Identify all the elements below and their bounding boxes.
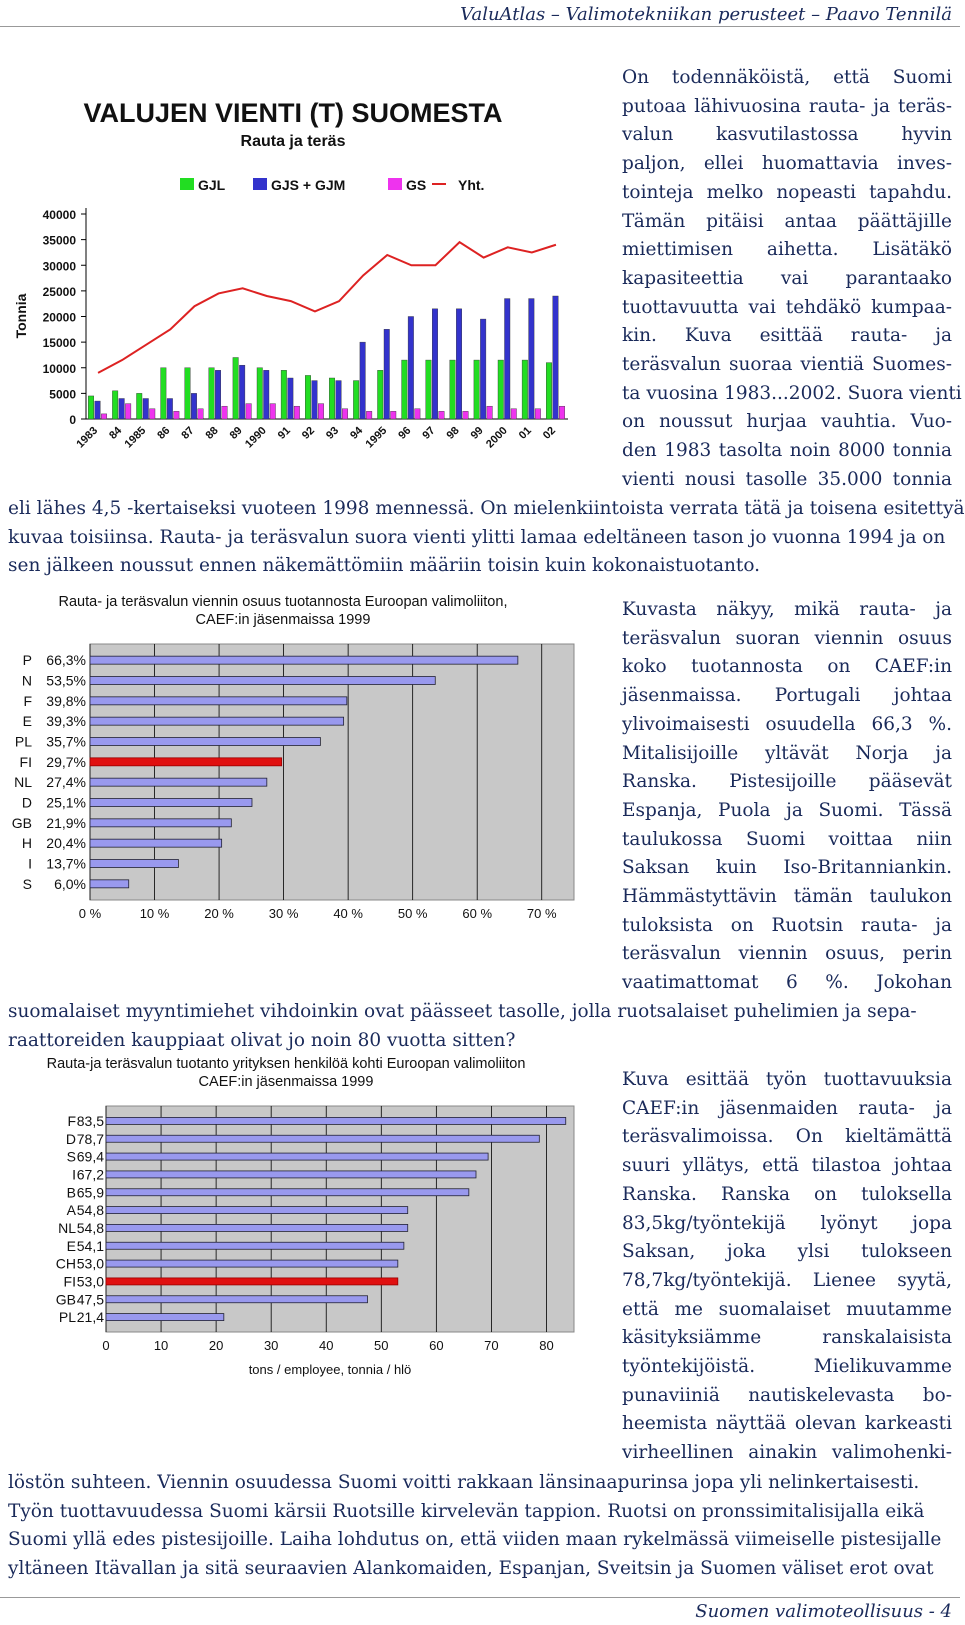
bar bbox=[522, 360, 528, 419]
text-line: kin. Kuva esittää rauta- ja bbox=[622, 325, 952, 347]
value-label: 54,8 bbox=[76, 1219, 104, 1236]
x-tick-label: 30 bbox=[263, 1338, 279, 1353]
text-line: Kuva esittää työn tuottavuuksia bbox=[622, 1069, 952, 1090]
bar bbox=[270, 404, 276, 419]
text-line: Ranska. Ranska on tuloksella bbox=[622, 1183, 952, 1205]
bar bbox=[384, 329, 390, 419]
bar bbox=[90, 656, 518, 664]
x-tick-label: 99 bbox=[468, 424, 486, 442]
y-tick-label: 15000 bbox=[42, 336, 76, 351]
bar bbox=[191, 393, 197, 419]
text-line: CAEF:in jäsenmaiden rauta- ja bbox=[622, 1097, 952, 1119]
bar bbox=[318, 404, 324, 419]
bar bbox=[143, 399, 149, 420]
x-tick-label: 80 bbox=[539, 1338, 554, 1353]
bar bbox=[106, 1296, 368, 1303]
x-tick-label: 89 bbox=[227, 424, 245, 442]
x-tick-label: 0 bbox=[102, 1338, 110, 1353]
bar bbox=[281, 370, 287, 419]
x-tick-label: 93 bbox=[324, 424, 342, 442]
text-line: putoaa lähivuosina rauta- ja teräs- bbox=[622, 95, 952, 117]
text-line: valun kasvutilastossa hyvin bbox=[622, 124, 952, 146]
bar bbox=[137, 393, 143, 419]
bar bbox=[90, 717, 344, 725]
x-tick-label: 1983 bbox=[74, 424, 101, 451]
text-line: Kuvasta näkyy, mikä rauta- ja bbox=[622, 599, 952, 620]
bar bbox=[90, 819, 231, 827]
value-label: 67,2 bbox=[76, 1166, 104, 1183]
x-tick-label: 60 % bbox=[462, 906, 493, 921]
text-line: Saksan kuin Iso-Britanniankin. bbox=[622, 857, 952, 879]
y-tick-label: 10000 bbox=[42, 361, 76, 376]
text-line: paljon, ellei huomattavia inves- bbox=[622, 153, 952, 175]
text-line: löstön suhteen. Viennin osuudessa Suomi voitti rakkaan länsinaapurinsa jopa yli nelinkertaisesti. bbox=[8, 1472, 920, 1493]
bar bbox=[90, 799, 252, 807]
chart-title-line: CAEF:in jäsenmaissa 1999 bbox=[195, 612, 371, 628]
value-label: 53,0 bbox=[76, 1273, 104, 1290]
y-tick-label: 30000 bbox=[42, 259, 76, 274]
category-label: NL bbox=[58, 1219, 76, 1236]
category-label: B bbox=[66, 1184, 76, 1201]
bar bbox=[480, 319, 486, 419]
bar bbox=[463, 411, 469, 419]
bar bbox=[535, 409, 541, 419]
bar bbox=[450, 360, 456, 419]
x-tick-label: 84 bbox=[107, 424, 125, 442]
value-label: 13,7% bbox=[46, 855, 86, 872]
total-line bbox=[98, 242, 556, 373]
text-line: 78,7kg/työntekijä. Lienee syytä, bbox=[622, 1269, 952, 1291]
bar bbox=[106, 1207, 408, 1214]
value-label: 27,4% bbox=[46, 774, 86, 791]
bar bbox=[378, 370, 384, 419]
text-line: on noussut hurjaa vauhtia. Vuo- bbox=[622, 411, 952, 433]
text-line: Espanja, Puola ja Suomi. Tässä bbox=[622, 799, 952, 821]
value-label: 25,1% bbox=[46, 794, 86, 811]
x-axis-label: tons / employee, tonnia / hlö bbox=[248, 1362, 412, 1377]
value-label: 20,4% bbox=[46, 835, 86, 852]
bar bbox=[106, 1189, 469, 1196]
chart-title-line: Rauta- ja teräsvalun viennin osuus tuotannosta Euroopan valimoliiton, bbox=[58, 594, 508, 610]
text-line: kapasiteettia vai parantaako bbox=[622, 267, 952, 289]
text-line: Työn tuottavuudessa Suomi kärsii Ruotsille kirvelevän tappion. Ruotsi on pronssimitalisijalla eikä bbox=[8, 1500, 925, 1522]
value-label: 47,5 bbox=[76, 1291, 104, 1308]
category-label: FI bbox=[63, 1273, 76, 1290]
x-tick-label: 94 bbox=[348, 424, 366, 442]
bar bbox=[511, 409, 517, 419]
x-tick-label: 40 % bbox=[333, 906, 363, 921]
category-label: GB bbox=[55, 1291, 76, 1308]
bar bbox=[456, 309, 462, 419]
text-line: teräsvalun suoran viennin osuus bbox=[622, 627, 952, 649]
x-tick-label: 70 % bbox=[526, 906, 557, 921]
x-tick-label: 10 bbox=[153, 1338, 169, 1353]
category-label: F bbox=[67, 1112, 76, 1129]
text-line: ta vuosina 1983...2002. Suora vienti bbox=[622, 382, 962, 404]
bar bbox=[106, 1135, 539, 1142]
bar bbox=[246, 404, 252, 419]
bar bbox=[546, 363, 552, 419]
x-tick-label: 0 % bbox=[78, 906, 102, 921]
bar bbox=[161, 368, 167, 419]
bar bbox=[402, 360, 408, 419]
bar bbox=[312, 381, 318, 419]
bar bbox=[426, 360, 432, 419]
text-line: vaatimattomat 6 %. Jokohan bbox=[622, 972, 952, 994]
bar bbox=[209, 368, 215, 419]
bar bbox=[90, 697, 347, 705]
bar bbox=[288, 378, 294, 419]
category-label: PL bbox=[14, 733, 32, 750]
category-label: I bbox=[28, 855, 32, 872]
x-tick-label: 20 bbox=[208, 1338, 224, 1353]
bar bbox=[559, 406, 565, 419]
text-line: punaviiniä nautiskelevasta bo- bbox=[622, 1384, 952, 1406]
x-tick-label: 96 bbox=[396, 424, 414, 442]
text-line: koko tuotannosta on CAEF:in bbox=[622, 656, 952, 678]
category-label: H bbox=[21, 835, 32, 852]
bar bbox=[119, 399, 125, 420]
bar bbox=[474, 360, 480, 419]
bar bbox=[529, 299, 535, 419]
bar bbox=[305, 375, 311, 419]
y-tick-label: 40000 bbox=[42, 208, 76, 222]
x-tick-label: 1995 bbox=[363, 424, 390, 451]
text-line: tuottavuutta vai tehdäkö kumpaa- bbox=[622, 296, 952, 318]
bar bbox=[95, 401, 101, 419]
value-label: 53,5% bbox=[46, 672, 86, 689]
category-label: N bbox=[21, 672, 32, 689]
bar bbox=[329, 378, 335, 419]
legend-label: GS bbox=[406, 177, 427, 193]
category-label: S bbox=[22, 875, 32, 892]
x-tick-label: 91 bbox=[275, 424, 293, 442]
legend-swatch bbox=[253, 178, 267, 190]
value-label: 39,8% bbox=[46, 692, 86, 709]
x-tick-label: 2000 bbox=[484, 424, 510, 451]
export-share-chart bbox=[8, 594, 582, 975]
legend-swatch bbox=[180, 178, 194, 190]
bar bbox=[215, 370, 221, 419]
text-line: taulukossa Suomi voittaa niin bbox=[622, 828, 952, 850]
value-label: 66,3% bbox=[46, 652, 86, 669]
bar bbox=[106, 1314, 224, 1321]
text-line: suomalaiset myyntimiehet vihdoinkin ovat päässeet tasolle, jolla ruotsalaiset puhelimien ja sepa- bbox=[8, 1001, 917, 1022]
value-label: 29,7% bbox=[46, 753, 86, 770]
x-tick-label: 30 % bbox=[268, 906, 299, 921]
category-label: FI bbox=[19, 753, 32, 770]
y-tick-label: 0 bbox=[69, 413, 76, 427]
bar bbox=[174, 411, 180, 419]
text-line: heemista näyttää olevan karkeasti bbox=[622, 1413, 952, 1435]
bar bbox=[360, 342, 366, 419]
bar bbox=[90, 839, 222, 847]
text-line: yltäneen Itävallan ja sitä seuraavien Alankomaiden, Espanjan, Sveitsin ja Suomen väliset erot ovat bbox=[8, 1558, 934, 1580]
bar bbox=[90, 880, 129, 888]
text-line: Mitalisijoille yltävät Norja ja bbox=[622, 742, 952, 764]
bar bbox=[88, 396, 94, 419]
legend-label: GJS + GJM bbox=[271, 177, 346, 193]
footer-rule bbox=[0, 1597, 960, 1598]
value-label: 21,9% bbox=[46, 814, 86, 831]
y-axis-label: Tonnia bbox=[13, 293, 29, 339]
y-tick-label: 25000 bbox=[42, 284, 76, 299]
value-label: 54,1 bbox=[76, 1237, 104, 1254]
x-tick-label: 98 bbox=[444, 424, 462, 442]
x-tick-label: 86 bbox=[155, 424, 173, 442]
x-tick-label: 97 bbox=[420, 424, 438, 442]
y-tick-label: 20000 bbox=[42, 310, 76, 325]
text-line: työntekijöistä. Mielikuvamme bbox=[622, 1356, 952, 1378]
text-line: 83,5kg/työntekijä lyönyt jopa bbox=[622, 1212, 952, 1234]
x-tick-label: 02 bbox=[540, 424, 559, 442]
footer-page: Suomen valimoteollisuus - 4 bbox=[695, 1601, 952, 1622]
text-line: tuloksista on Ruotsin rauta- ja bbox=[622, 914, 952, 936]
bar bbox=[167, 399, 173, 420]
category-label: P bbox=[22, 652, 32, 669]
y-tick-label: 35000 bbox=[42, 233, 76, 248]
value-label: 39,3% bbox=[46, 713, 86, 730]
bar bbox=[150, 409, 156, 419]
bar bbox=[498, 360, 504, 419]
bar bbox=[106, 1224, 408, 1231]
category-label: GB bbox=[11, 814, 32, 831]
text-line: den 1983 tasolta noin 8000 tonnia bbox=[622, 440, 952, 462]
x-tick-label: 88 bbox=[203, 424, 221, 442]
text-line: kuvaa toisiinsa. Rauta- ja teräsvalun suora vienti ylitti lamaa edeltäneen tason jo vuonna 1994 ja on bbox=[8, 526, 946, 548]
value-label: 54,8 bbox=[76, 1202, 104, 1219]
text-line: teräsvalun viennin osuus, perin bbox=[622, 943, 952, 965]
category-label: PL bbox=[58, 1309, 76, 1326]
y-tick-label: 5000 bbox=[49, 387, 76, 402]
value-label: 83,5 bbox=[76, 1112, 104, 1129]
x-tick-label: 20 % bbox=[204, 906, 234, 921]
value-label: 35,7% bbox=[46, 733, 86, 750]
bar bbox=[391, 411, 397, 419]
bar bbox=[90, 738, 320, 746]
x-tick-label: 40 bbox=[319, 1338, 334, 1353]
header-title: ValuAtlas – Valimotekniikan perusteet – Paavo Tennilä bbox=[460, 4, 952, 25]
text-line: eli lähes 4,5 -kertaiseksi vuoteen 1998 mennessä. On mielenkiintoista verrata tätä ja toisena esitettyä bbox=[8, 498, 965, 519]
chart-title-line: Rauta-ja teräsvalun tuotanto yrityksen henkilöä kohti Euroopan valimoliiton bbox=[46, 1056, 526, 1072]
x-tick-label: 92 bbox=[299, 424, 318, 442]
bar bbox=[106, 1242, 404, 1249]
category-label: F bbox=[23, 692, 32, 709]
text-line: jäsenmaissa. Portugali johtaa bbox=[622, 685, 952, 707]
bar bbox=[257, 368, 263, 419]
category-label: CH bbox=[55, 1255, 76, 1272]
bar bbox=[553, 296, 559, 419]
bar bbox=[432, 309, 438, 419]
category-label: D bbox=[21, 794, 32, 811]
x-tick-label: 50 bbox=[374, 1338, 389, 1353]
bar bbox=[125, 404, 130, 419]
value-label: 53,0 bbox=[76, 1255, 104, 1272]
category-label: NL bbox=[14, 774, 32, 791]
bar bbox=[101, 414, 107, 419]
x-tick-label: 1985 bbox=[122, 424, 149, 451]
bar bbox=[487, 406, 493, 419]
text-line: teräsvalimoissa. On kieltämättä bbox=[622, 1126, 952, 1148]
bar bbox=[233, 358, 239, 420]
chart-title-line: CAEF:in jäsenmaissa 1999 bbox=[198, 1074, 374, 1090]
bar bbox=[353, 381, 359, 419]
bar bbox=[90, 758, 282, 766]
bar bbox=[439, 411, 445, 419]
bar bbox=[239, 365, 245, 419]
x-tick-label: 1990 bbox=[243, 424, 269, 451]
bar bbox=[336, 381, 342, 419]
value-label: 78,7 bbox=[76, 1130, 104, 1147]
paragraph-3-cont bbox=[8, 1469, 954, 1584]
bar bbox=[342, 409, 348, 419]
bar bbox=[294, 406, 300, 419]
category-label: A bbox=[66, 1202, 76, 1219]
legend-label: GJL bbox=[198, 177, 226, 193]
x-tick-label: 50 % bbox=[397, 906, 428, 921]
text-line: Ranska. Pistesijoille pääsevät bbox=[622, 771, 952, 793]
x-tick-label: 70 bbox=[484, 1338, 499, 1353]
bar bbox=[90, 778, 267, 786]
category-label: D bbox=[65, 1130, 76, 1147]
bar bbox=[408, 317, 414, 420]
bar bbox=[198, 409, 204, 419]
bar bbox=[90, 860, 178, 868]
text-line: Suomi yllä edes pistesijoille. Laiha lohdutus on, että viiden maan rykelmässä viimeiselle pistesijalle bbox=[8, 1529, 942, 1551]
chart-title: VALUJEN VIENTI (T) SUOMESTA bbox=[83, 98, 503, 128]
x-tick-label: 87 bbox=[179, 424, 197, 442]
bar bbox=[112, 391, 118, 419]
value-label: 65,9 bbox=[76, 1184, 104, 1201]
productivity-chart bbox=[8, 1056, 582, 1445]
text-line: että me suomalaiset muutamme bbox=[622, 1298, 952, 1320]
category-label: E bbox=[66, 1237, 76, 1254]
text-line: ylivoimaisesti osuudella 66,3 %. bbox=[622, 713, 952, 735]
export-chart bbox=[8, 80, 588, 475]
paragraph-3 bbox=[622, 1066, 952, 1468]
paragraph-2-cont bbox=[8, 998, 954, 1055]
bar bbox=[106, 1278, 398, 1285]
paragraph-2 bbox=[622, 596, 952, 998]
bar bbox=[90, 677, 435, 685]
text-line: raattoreiden kauppiaat olivat jo noin 80 vuotta sitten? bbox=[8, 1029, 516, 1051]
bar bbox=[415, 409, 421, 419]
text-line: käsityksiämme ranskalaisista bbox=[622, 1327, 952, 1349]
text-line: virheellinen ainakin valimohenki- bbox=[622, 1442, 952, 1464]
bar bbox=[185, 368, 191, 419]
x-tick-label: 01 bbox=[516, 424, 534, 442]
text-line: Tämän pitäisi antaa päättäjille bbox=[622, 210, 952, 232]
bar bbox=[106, 1117, 566, 1124]
x-tick-label: 60 bbox=[429, 1338, 444, 1353]
bar bbox=[106, 1153, 488, 1160]
bar bbox=[264, 370, 270, 419]
category-label: S bbox=[66, 1148, 76, 1165]
text-line: On todennäköistä, että Suomi bbox=[622, 67, 952, 88]
text-line: Hämmästyttävin tämän taulukon bbox=[622, 886, 952, 908]
bar bbox=[106, 1171, 476, 1178]
value-label: 69,4 bbox=[76, 1148, 104, 1165]
bar bbox=[106, 1260, 398, 1267]
x-tick-label: 10 % bbox=[139, 906, 170, 921]
text-line: teräsvalun suoraa vientiä Suomes- bbox=[622, 354, 952, 376]
page-header bbox=[0, 0, 960, 30]
legend-label: Yht. bbox=[458, 177, 485, 193]
text-line: tointeja melko nopeasti tapahdu. bbox=[622, 181, 952, 203]
category-label: I bbox=[72, 1166, 76, 1183]
header-rule bbox=[0, 26, 960, 27]
text-line: suuri yllätys, että tilastoa johtaa bbox=[622, 1155, 952, 1177]
text-line: sen jälkeen noussut ennen näkemättömiin määriin toisin kuin kokonaistuotanto. bbox=[8, 555, 761, 577]
text-line: vienti nousi tasolle 35.000 tonnia bbox=[622, 468, 952, 490]
text-line: miettimisen aihetta. Lisätäkö bbox=[622, 239, 952, 261]
bar bbox=[222, 406, 228, 419]
bar bbox=[366, 411, 372, 419]
bar bbox=[505, 299, 511, 419]
chart-subtitle: Rauta ja teräs bbox=[240, 133, 346, 150]
category-label: E bbox=[22, 713, 32, 730]
paragraph-1-cont bbox=[8, 495, 965, 581]
legend-swatch bbox=[388, 178, 402, 190]
paragraph-1 bbox=[622, 64, 962, 495]
value-label: 21,4 bbox=[76, 1309, 104, 1326]
text-line: Saksan, joka ylsi tulokseen bbox=[622, 1241, 952, 1263]
value-label: 6,0% bbox=[54, 875, 86, 892]
